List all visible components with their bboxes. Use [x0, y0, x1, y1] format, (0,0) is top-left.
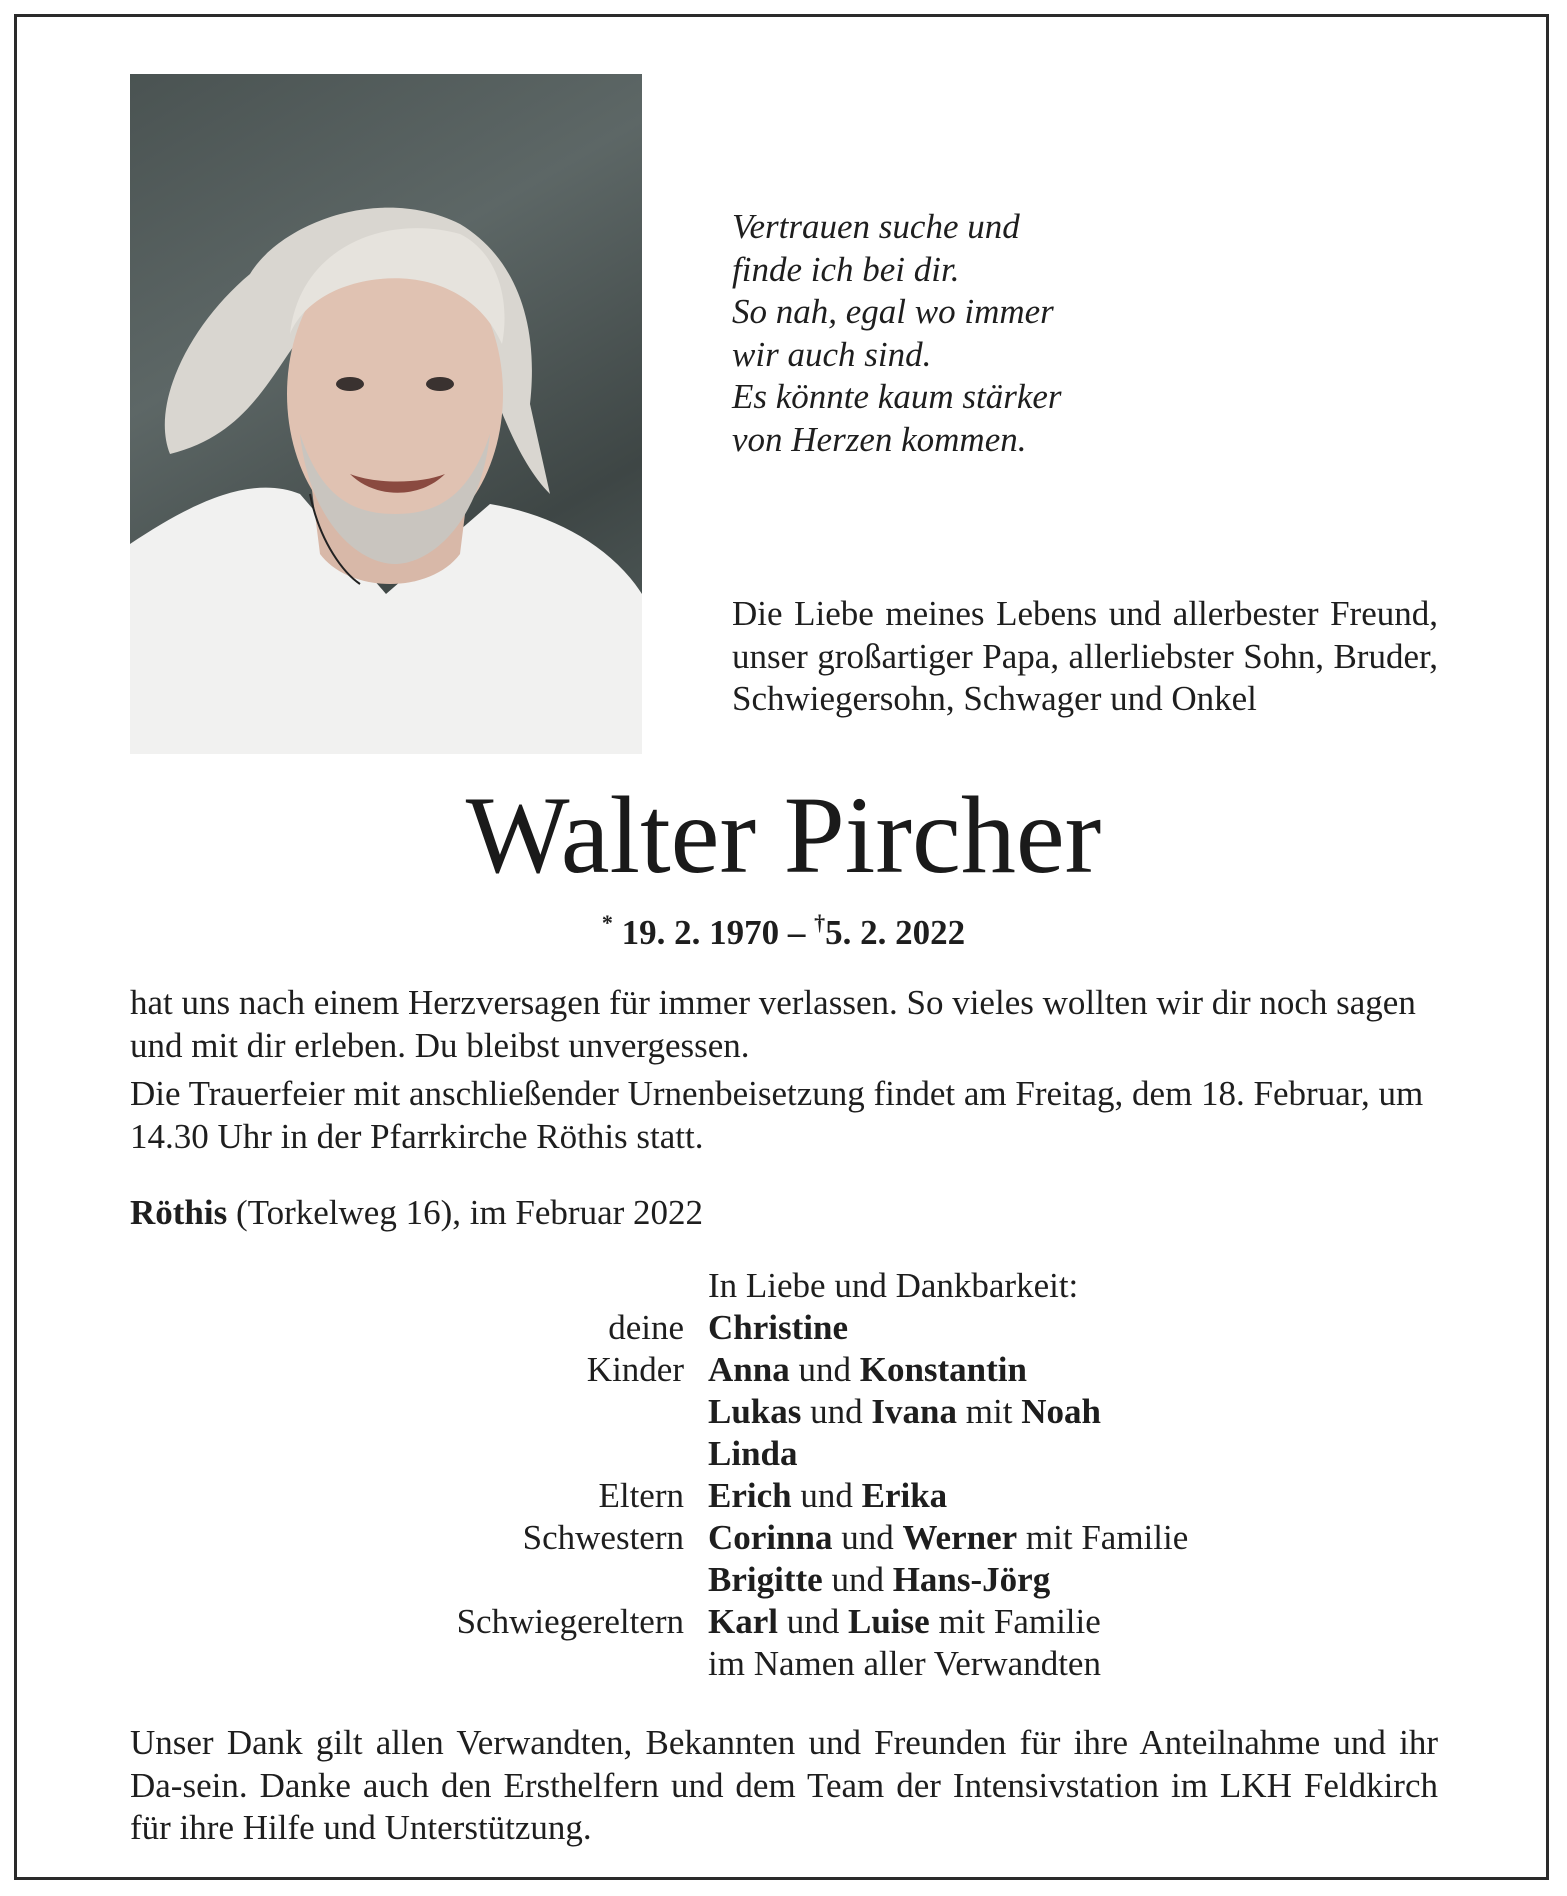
portrait-illustration [130, 74, 642, 754]
birth-date: 19. 2. 1970 [621, 913, 780, 952]
mourner-row [130, 1433, 1438, 1475]
mourner-name: Luise [847, 1602, 930, 1641]
poem-line: Es könnte kaum stärker [732, 377, 1062, 416]
mourner-relation [130, 1559, 708, 1601]
mourner-relation: Kinder [586, 1350, 684, 1389]
poem-line: von Herzen kommen. [732, 419, 1027, 459]
mourner-row [130, 1559, 1438, 1601]
death-date: 5. 2. 2022 [825, 913, 966, 952]
mourner-name: Christine [708, 1308, 848, 1347]
poem [732, 206, 1062, 461]
mourner-name: Erich [708, 1476, 792, 1515]
mourner-connector: und [777, 1602, 848, 1641]
mourner-connector: mit [957, 1392, 1022, 1431]
mourner-relation [130, 1433, 708, 1475]
mourner-connector: und [832, 1518, 903, 1557]
mourner-connector: und [822, 1560, 893, 1599]
mourner-connector: mit Familie [1017, 1518, 1189, 1557]
mourner-name: Hans-Jörg [892, 1560, 1051, 1599]
mourner-row [130, 1391, 1438, 1433]
portrait-photo [130, 74, 642, 754]
mourner-name: Noah [1021, 1392, 1101, 1431]
deceased-name: Walter Pircher [465, 774, 1102, 896]
funeral-info: Die Trauerfeier mit anschließender Urnenbeisetzung findet am Freitag, dem 18. Februar, um 14.30 Uhr in der Pfarrkirche Röthis statt. [130, 1074, 1424, 1156]
mourner-relation: Schwiegereltern [456, 1602, 684, 1641]
thanks-text: Unser Dank gilt allen Verwandten, Bekannten und Freunden für ihre Anteilnahme und ihr Da-sein. Danke auch den Ersthelfern und dem Team der Intensivstation im LKH Feldkirch für ihre Hilfe und Unterstützung. [130, 1723, 1438, 1847]
mourner-row [130, 1475, 1438, 1517]
birth-symbol: * [601, 910, 613, 935]
poem-line: Vertrauen suche und [732, 207, 1020, 246]
mourners-heading-row [130, 1265, 1438, 1307]
mourner-name: Konstantin [859, 1350, 1027, 1389]
mourner-row [130, 1349, 1438, 1391]
mourner-connector: und [801, 1392, 872, 1431]
mourner-name: Corinna [708, 1518, 833, 1557]
mourner-connector: im Namen aller Verwandten [708, 1644, 1101, 1683]
mourner-name: Lukas [708, 1392, 802, 1431]
town-name: Röthis [130, 1193, 228, 1232]
mourner-name: Ivana [871, 1392, 957, 1431]
mourner-names [708, 1433, 798, 1475]
poem-line: wir auch sind. [732, 334, 932, 374]
announcement-text: hat uns nach einem Herzversagen für immer verlassen. So vieles wollten wir dir noch sagen und mit dir erleben. Du bleibst unvergessen. [130, 983, 1416, 1065]
mourner-connector: mit Familie [929, 1602, 1101, 1641]
mourner-names [708, 1559, 1050, 1601]
mourner-relation [130, 1391, 708, 1433]
mourner-names [708, 1601, 1101, 1643]
mourner-names [708, 1517, 1188, 1559]
date-separator: – [787, 913, 806, 952]
mourner-name: Anna [708, 1350, 790, 1389]
mourner-row [130, 1601, 1438, 1643]
mourner-names [708, 1391, 1101, 1433]
mourner-names [708, 1349, 1027, 1391]
mourner-row [130, 1307, 1438, 1349]
place-date-line [130, 1192, 1438, 1235]
mourner-row [130, 1643, 1438, 1685]
mourner-connector: und [789, 1350, 860, 1389]
mourner-relation [130, 1643, 708, 1685]
life-dates [0, 902, 1567, 954]
mourner-relation: Schwestern [522, 1518, 684, 1557]
death-symbol: † [814, 910, 826, 935]
mourner-name: Karl [708, 1602, 778, 1641]
mourner-name: Erika [861, 1476, 948, 1515]
poem-line: So nah, egal wo immer [732, 292, 1054, 331]
mourner-name: Linda [708, 1434, 798, 1473]
mourner-relation: Eltern [598, 1476, 684, 1515]
mourner-connector: und [791, 1476, 862, 1515]
address-date: (Torkelweg 16), im Februar 2022 [227, 1193, 704, 1232]
mourners-heading: In Liebe und Dankbarkeit: [708, 1266, 1079, 1305]
mourner-names [708, 1475, 947, 1517]
mourner-names [708, 1643, 1101, 1685]
mourner-row [130, 1517, 1438, 1559]
mourner-name: Werner [902, 1518, 1018, 1557]
mourner-names [708, 1307, 848, 1349]
mourner-name: Brigitte [708, 1560, 823, 1599]
mourner-relation: deine [608, 1308, 684, 1347]
poem-line: finde ich bei dir. [732, 249, 960, 289]
intro-text: Die Liebe meines Lebens und allerbester Freund, unser großartiger Papa, allerliebster Sohn, Bruder, Schwiegersohn, Schwager und Onkel [732, 594, 1438, 718]
mourners-list [130, 1265, 1438, 1685]
